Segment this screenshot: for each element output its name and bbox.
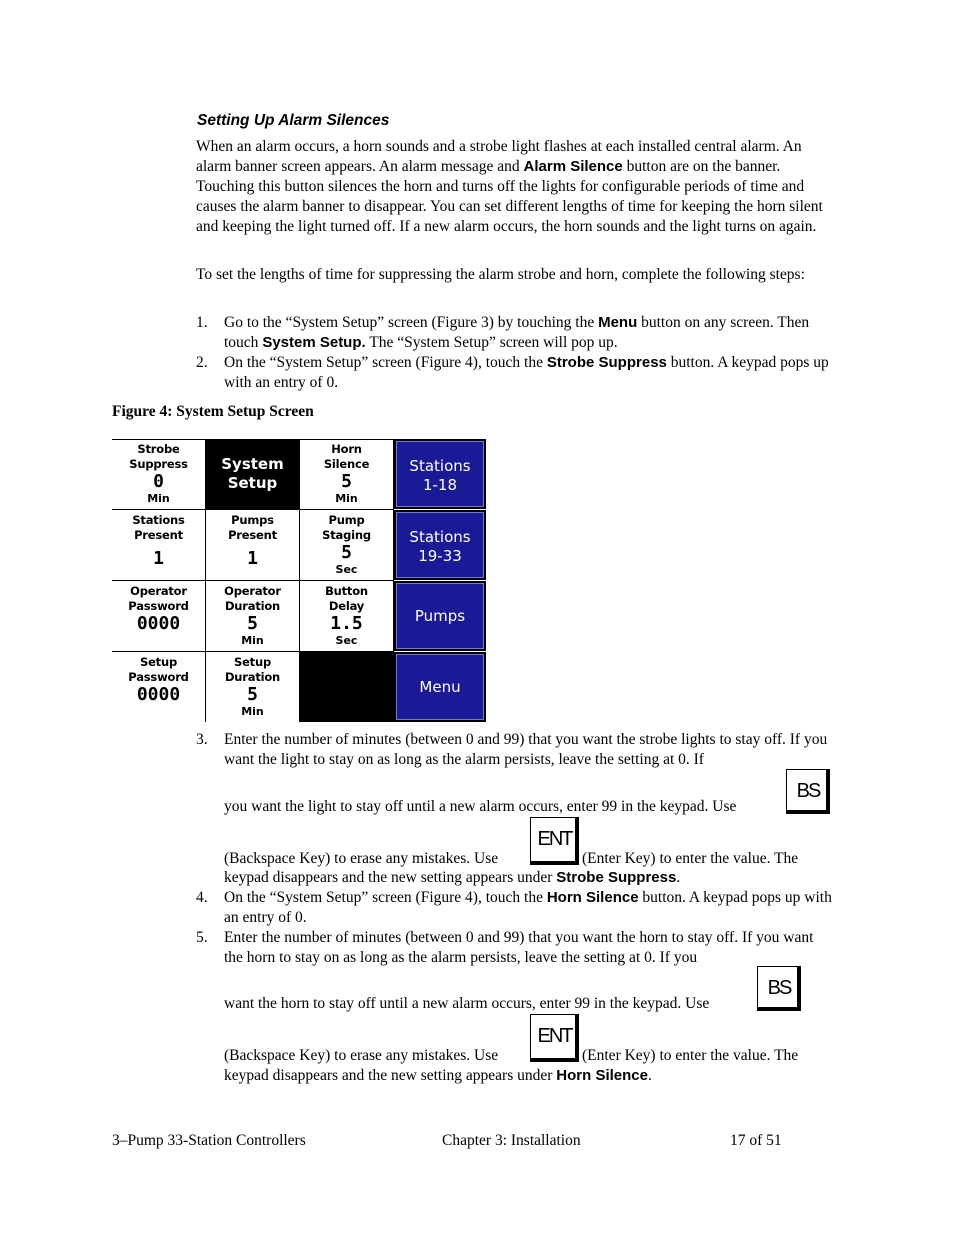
intro-text-a: When an alarm occurs, a horn sounds and a strobe light flashes at each installed central alarm. An alarm banner screen appears. An alarm message and: [196, 138, 802, 175]
grid-line: [112, 580, 394, 581]
cell-value: 5: [341, 542, 352, 563]
button-label: 19-33: [418, 547, 462, 565]
cell-title: System: [221, 455, 284, 473]
horn-silence-cell[interactable]: [300, 439, 393, 509]
system-setup-ref: System Setup.: [262, 334, 366, 351]
cell-label: Operator: [130, 584, 187, 598]
cell-value: 5: [247, 613, 258, 634]
step-text-part: keypad disappears and the new setting appears under: [224, 1067, 557, 1084]
horn-silence-ref: Horn Silence: [546, 889, 639, 906]
pumps-present-cell[interactable]: [206, 510, 299, 580]
step-text: [224, 313, 834, 353]
backspace-key-icon: [786, 769, 830, 814]
cell-value: 5: [247, 684, 258, 705]
cell-unit: Sec: [335, 634, 358, 647]
cell-label: Password: [128, 599, 189, 613]
setup-password-cell[interactable]: [112, 652, 205, 722]
button-label: Stations: [409, 457, 471, 475]
page-number: 17 of 51: [730, 1132, 782, 1149]
cell-value: 0: [153, 471, 164, 492]
step-text: you want the light to stay off until a new alarm occurs, enter 99 in the keypad. Use: [224, 798, 737, 815]
cell-value: 5: [341, 471, 352, 492]
button-label: Menu: [419, 678, 461, 696]
cell-value: 1: [247, 548, 258, 569]
cell-label: Pump: [328, 513, 365, 527]
grid-line: [112, 509, 394, 510]
blank-cell: [300, 652, 393, 722]
stations-present-cell[interactable]: [112, 510, 205, 580]
step-5: [196, 928, 836, 1088]
cell-title: Setup: [227, 474, 278, 492]
step-number: 4.: [196, 889, 208, 906]
step-text: Enter the number of minutes (between 0 and 99) that you want the strobe lights to stay off. If you want the light to stay on as long as the alarm persists, leave the setting at 0. If: [224, 731, 828, 768]
step-number: 1.: [196, 314, 208, 331]
stations-1-18-button[interactable]: [394, 439, 486, 509]
key-label: BS: [767, 977, 791, 999]
cell-label: Button: [325, 584, 368, 598]
step-number: 5.: [196, 929, 208, 946]
menu-button[interactable]: [394, 652, 486, 722]
step-text: (Enter Key) to enter the value. The: [582, 850, 799, 867]
pumps-button[interactable]: [394, 581, 486, 651]
step-text-part: button on any screen. Then touch: [224, 314, 810, 351]
backspace-key-icon: [757, 966, 801, 1011]
cell-unit: Min: [241, 634, 264, 647]
button-label: Pumps: [414, 607, 466, 625]
system-setup-cell[interactable]: [206, 439, 299, 509]
footer-left: 3–Pump 33-Station Controllers: [112, 1132, 306, 1149]
cell-value: 0000: [136, 684, 181, 705]
cell-unit: Sec: [335, 563, 358, 576]
cell-label: Suppress: [129, 457, 188, 471]
cell-value: 1: [153, 548, 164, 569]
step-text: [224, 1066, 652, 1086]
step-text: want the horn to stay off until a new alarm occurs, enter 99 in the keypad. Use: [224, 995, 710, 1012]
grid-line: [205, 439, 206, 722]
step-text: (Enter Key) to enter the value. The: [582, 1047, 799, 1064]
step-text: [224, 868, 680, 888]
cell-label: Operator: [224, 584, 281, 598]
cell-value: 0000: [136, 613, 181, 634]
step-number: 3.: [196, 731, 208, 748]
grid-line: [393, 439, 394, 722]
cell-label: Staging: [322, 528, 371, 542]
key-label: ENT: [537, 1025, 572, 1047]
footer-center: Chapter 3: Installation: [442, 1132, 581, 1149]
strobe-suppress-cell[interactable]: [112, 439, 205, 509]
strobe-suppress-ref: Strobe Suppress: [546, 354, 667, 371]
step-text-part: On the “System Setup” screen (Figure 4), touch the: [224, 354, 547, 371]
setup-duration-cell[interactable]: [206, 652, 299, 722]
step-text: [224, 353, 834, 393]
cell-label: Duration: [224, 670, 281, 684]
alarm-silence-ref: Alarm Silence: [523, 158, 623, 175]
button-label: 1-18: [422, 476, 458, 494]
cell-unit: Min: [241, 705, 264, 718]
grid-line: [112, 651, 394, 652]
step-number: 2.: [196, 354, 208, 371]
key-label: ENT: [537, 828, 572, 850]
key-label: BS: [796, 780, 820, 802]
strobe-suppress-ref: Strobe Suppress: [556, 869, 677, 886]
step-text-part: button. A keypad pops up with an entry of 0.: [224, 889, 832, 926]
step-text-part: On the “System Setup” screen (Figure 4), touch the: [224, 889, 547, 906]
horn-silence-ref: Horn Silence: [556, 1067, 648, 1084]
cell-label: Duration: [224, 599, 281, 613]
step-3: [196, 730, 836, 890]
step-text-part: keypad disappears and the new setting appears under: [224, 869, 557, 886]
cell-label: Delay: [328, 599, 365, 613]
cell-label: Stations: [132, 513, 185, 527]
cell-value: 1.5: [330, 613, 363, 634]
step-text-part: button. A keypad pops up with an entry of 0.: [224, 354, 829, 391]
cell-label: Strobe: [137, 442, 180, 456]
cell-label: Present: [134, 528, 183, 542]
step-text: (Backspace Key) to erase any mistakes. Use: [224, 850, 499, 867]
cell-unit: Min: [335, 492, 358, 505]
pump-staging-cell[interactable]: [300, 510, 393, 580]
intro-text-b: button are on the banner. Touching this button silences the horn and turns off the lights for configurable periods of time and causes the alarm banner to disappear. You can set different lengths of time for keeping the horn silent and keeping the light turned off. If a new alarm occurs, the horn sounds and the light turns on again.: [196, 158, 823, 235]
cell-label: Present: [228, 528, 277, 542]
section-title: Setting Up Alarm Silences: [197, 112, 390, 129]
step-text-part: Go to the “System Setup” screen (Figure 3) by touching the: [224, 314, 599, 331]
step-text-part: .: [647, 1067, 652, 1084]
button-delay-cell[interactable]: [300, 581, 393, 651]
enter-key-icon: [530, 817, 579, 865]
cell-label: Silence: [323, 457, 370, 471]
figure-caption: Figure 4: System Setup Screen: [112, 403, 314, 420]
menu-ref: Menu: [598, 314, 638, 331]
cell-label: Password: [128, 670, 189, 684]
step-text: (Backspace Key) to erase any mistakes. Use: [224, 1047, 499, 1064]
step-text: Enter the number of minutes (between 0 and 99) that you want the horn to stay off. If you want the horn to stay on as long as the alarm persists, leave the setting at 0. If you: [224, 929, 814, 966]
button-label: Stations: [409, 528, 471, 546]
intro-paragraph-2: To set the lengths of time for suppressing the alarm strobe and horn, complete the following steps:: [196, 266, 805, 283]
step-text-part: .: [676, 869, 681, 886]
intro-paragraph-1: [196, 137, 836, 237]
cell-unit: Min: [147, 492, 170, 505]
stations-19-33-button[interactable]: [394, 510, 486, 580]
system-setup-screen-figure: [112, 439, 486, 722]
cell-label: Pumps: [231, 513, 274, 527]
cell-label: Horn: [331, 442, 362, 456]
operator-duration-cell[interactable]: [206, 581, 299, 651]
enter-key-icon: [530, 1014, 579, 1062]
step-text-part: The “System Setup” screen will pop up.: [365, 334, 618, 351]
step-text: [224, 888, 834, 928]
grid-line: [299, 439, 300, 722]
cell-label: Setup: [140, 655, 177, 669]
cell-label: Setup: [234, 655, 271, 669]
operator-password-cell[interactable]: [112, 581, 205, 651]
